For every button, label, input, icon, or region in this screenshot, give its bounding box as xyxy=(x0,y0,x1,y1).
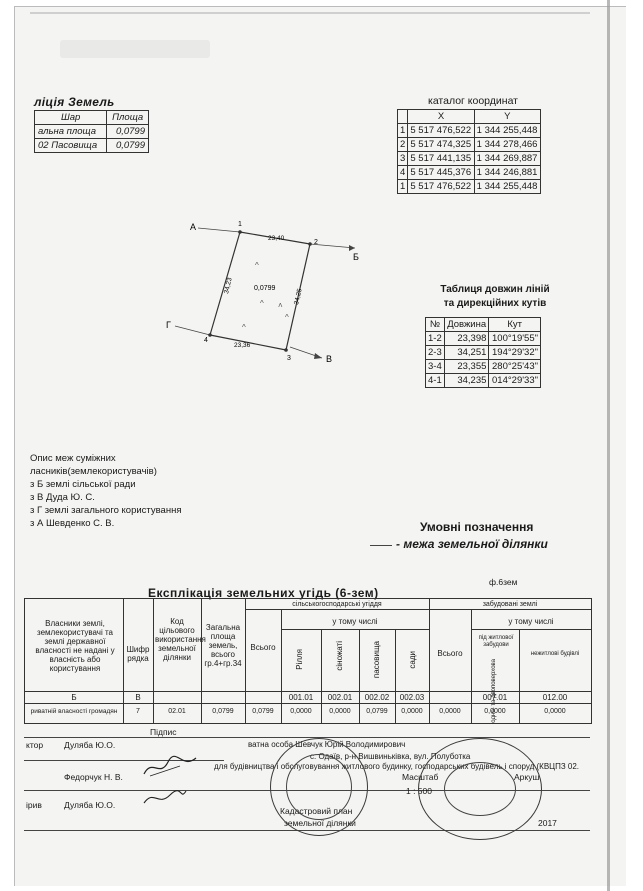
land-row-area: 0,0799 xyxy=(107,139,149,153)
side-length-label: 23,40 xyxy=(268,235,285,242)
group-agri-header: сільськогосподарські угіддя xyxy=(292,601,382,608)
table-row xyxy=(426,360,541,374)
point-label: 1 xyxy=(238,221,242,228)
row-pastures: 0,0799 xyxy=(366,708,388,715)
neighbors-line: Опис меж суміжних xyxy=(30,453,116,464)
grid-line xyxy=(281,629,429,630)
grid-line xyxy=(25,691,591,692)
grass-icon: ^ xyxy=(242,323,246,332)
neighbors-line: з Б землі сільської ради xyxy=(30,479,136,490)
scan-top-edge xyxy=(30,12,590,14)
land-table xyxy=(34,110,149,153)
col-kved-header: Код цільового використання земельної ділянки xyxy=(155,617,206,662)
land-row-layer: альна площа xyxy=(35,125,107,139)
neighbors-line: з Г землі загального користування xyxy=(30,505,182,516)
row-kved: 02.01 xyxy=(168,708,186,715)
lengths-angle: 280°25'43" xyxy=(489,360,541,374)
official-stamp xyxy=(270,738,368,836)
point-label: 4 xyxy=(204,337,208,344)
catalog-point: 1 xyxy=(398,180,408,194)
area-label: 0,0799 xyxy=(254,285,276,292)
col-public-header: нежитлові будівлі xyxy=(530,651,580,657)
neighbors-description xyxy=(30,452,181,530)
row-residential: 0,0000 xyxy=(484,708,506,715)
plan-label: Кадастровий план xyxy=(280,806,353,816)
grid-line xyxy=(245,609,591,610)
stamp-inner-ring xyxy=(286,754,352,820)
grid-line xyxy=(123,599,124,723)
col-code: 001.01 xyxy=(288,693,314,702)
point-label: 3 xyxy=(287,355,291,362)
neighbors-line: з А Шевденко С. В. xyxy=(30,518,115,529)
signer-name: Дуляба Ю.О. xyxy=(64,800,116,810)
lengths-segment: 4-1 xyxy=(426,374,445,388)
grid-line xyxy=(25,703,591,704)
grid-line xyxy=(471,609,472,723)
lengths-angle: 100°19'55" xyxy=(489,332,541,346)
grass-icon: ^ xyxy=(260,299,264,308)
land-purpose: для будівництва і обслуговування житлового будинку, господарських будівель і споруд (КВЦПЗ 02. xyxy=(214,762,580,771)
catalog-point: 1 xyxy=(398,124,408,138)
boundary-line-icon xyxy=(370,545,392,546)
col-cipher-header: Шифр рядка xyxy=(126,645,150,663)
col-code: 002.01 xyxy=(327,693,353,702)
catalog-x: 5 517 476,522 xyxy=(408,124,474,138)
stamp-inner-ring xyxy=(444,762,516,816)
catalog-y: 1 344 255,448 xyxy=(474,124,540,138)
lengths-angle: 194°29'32" xyxy=(489,346,541,360)
role-label: ктор xyxy=(26,740,44,750)
catalog-point: 3 xyxy=(398,152,408,166)
catalog-header xyxy=(398,110,408,124)
arrow-v-icon xyxy=(314,353,322,359)
side-length-label: 23,36 xyxy=(234,342,251,349)
table-row xyxy=(398,138,541,152)
catalog-x: 5 517 441,135 xyxy=(408,152,474,166)
land-row-area: 0,0799 xyxy=(107,125,149,139)
row-owner: риватній власності громадян xyxy=(30,708,118,715)
point-marker xyxy=(284,348,288,352)
point-label: 2 xyxy=(314,239,318,246)
row-built-total: 0,0000 xyxy=(439,708,461,715)
grid-line xyxy=(471,629,591,630)
col-code: 012.00 xyxy=(542,693,568,702)
catalog-y: 1 344 255,448 xyxy=(474,180,540,194)
catalog-y: 1 344 269,887 xyxy=(474,152,540,166)
direction-label: Б xyxy=(353,252,359,262)
direction-line-a xyxy=(198,228,240,232)
catalog-x: 5 517 445,376 xyxy=(408,166,474,180)
grid-line xyxy=(153,599,154,723)
table-row xyxy=(398,124,541,138)
row-hayfields: 0,0000 xyxy=(329,708,351,715)
catalog-x: 5 517 476,522 xyxy=(408,180,474,194)
client-address: с. Одаїв, р-н Вишвиньківка, вул. Полуботка xyxy=(310,752,471,761)
lengths-length: 34,251 xyxy=(444,346,488,360)
col-gardens-header: сади xyxy=(408,651,417,669)
lengths-length: 23,355 xyxy=(444,360,488,374)
col-total-header: Всього xyxy=(250,643,276,652)
scale-label: Масштаб xyxy=(402,772,439,782)
catalog-y: 1 344 246,881 xyxy=(474,166,540,180)
official-stamp xyxy=(418,738,542,840)
explication-title: Експлікація земельних угідь (6-зем) xyxy=(148,586,379,600)
scale-value: 1 : 500 xyxy=(406,786,432,796)
table-row xyxy=(426,332,541,346)
col-code: 002.03 xyxy=(399,693,425,702)
grass-icon: ^ xyxy=(285,313,289,322)
handwritten-signature xyxy=(140,752,200,782)
lengths-title xyxy=(430,283,560,311)
row-total-area: 0,0799 xyxy=(212,708,234,715)
grid-line xyxy=(429,599,430,723)
catalog-header-y: Y xyxy=(474,110,540,124)
direction-line-g xyxy=(175,326,210,335)
sub-including-header: у тому числі xyxy=(508,617,554,626)
catalog-y: 1 344 278,466 xyxy=(474,138,540,152)
legend-boundary: - межа земельної ділянки xyxy=(396,537,548,551)
col-built-total-header: Всього xyxy=(437,649,463,658)
point-marker xyxy=(208,333,212,337)
year-label: 2017 xyxy=(538,818,557,828)
grass-icon: ˄ xyxy=(278,301,283,310)
col-hayfields-header: сіножаті xyxy=(335,641,344,671)
signer-name: Дуляба Ю.О. xyxy=(64,740,116,750)
neighbors-line: ласників(землекористувачів) xyxy=(30,466,157,477)
scan-smudge xyxy=(60,40,210,58)
lengths-table xyxy=(425,317,541,388)
arrow-b-icon xyxy=(349,245,355,251)
row-arable: 0,0000 xyxy=(290,708,312,715)
sign-divider xyxy=(24,737,590,738)
side-length-label: 34,23 xyxy=(223,277,234,295)
land-table-title: ліція Земель xyxy=(34,95,115,109)
col-letter: Б xyxy=(71,693,77,702)
grid-line xyxy=(201,599,202,723)
catalog-point: 4 xyxy=(398,166,408,180)
group-built-header: забудовані землі xyxy=(482,601,538,608)
catalog-header-x: X xyxy=(408,110,474,124)
table-row xyxy=(398,180,541,194)
catalog-title: каталог координат xyxy=(428,95,518,107)
sign-label: Підпис xyxy=(150,727,177,737)
neighbors-line: з В Дуда Ю. С. xyxy=(30,492,95,503)
direction-label: В xyxy=(326,354,333,364)
lengths-title-line: та дирекційних кутів xyxy=(443,298,547,309)
lengths-header: Кут xyxy=(489,318,541,332)
grid-line xyxy=(245,599,246,723)
legend-title: Умовні позначення xyxy=(420,520,534,534)
lengths-segment: 3-4 xyxy=(426,360,445,374)
direction-label: А xyxy=(190,222,197,232)
row-other: 0,0000 xyxy=(544,708,566,715)
client-name: ватна особа Шевчук Юрій Володимирович xyxy=(248,740,406,749)
table-row xyxy=(398,152,541,166)
lengths-length: 23,398 xyxy=(444,332,488,346)
table-row xyxy=(426,346,541,360)
col-owner-header: Власники землі, землекористувачі та землі державної власності не надані у власність або користування xyxy=(35,619,115,673)
lengths-title-line: Таблиця довжин ліній xyxy=(440,284,550,295)
row-cipher: 7 xyxy=(136,708,140,715)
grass-icon: ^ xyxy=(255,261,259,270)
lengths-header: № xyxy=(426,318,445,332)
col-total-area-header: Загальна площа земель, всього гр.4+гр.34 xyxy=(204,623,242,668)
catalog-x: 5 517 474,325 xyxy=(408,138,474,152)
explication-table xyxy=(24,598,592,724)
form-code: ф.6зем xyxy=(489,577,518,587)
col-code: 002.02 xyxy=(364,693,390,702)
parcel-plan xyxy=(150,210,370,370)
lengths-header: Довжина xyxy=(444,318,488,332)
row-agri-total: 0,0799 xyxy=(252,708,274,715)
catalog-point: 2 xyxy=(398,138,408,152)
sub-including-header: у тому числі xyxy=(332,617,378,626)
lengths-length: 34,235 xyxy=(444,374,488,388)
handwritten-signature xyxy=(140,785,190,810)
land-header-layer: Шар xyxy=(35,111,107,125)
signer-name: Федорчук Н. В. xyxy=(64,772,123,782)
col-pastures-header: пасовища xyxy=(372,641,381,679)
col-arable-header: Рілля xyxy=(295,649,304,670)
role-label: ірив xyxy=(26,800,42,810)
lengths-segment: 2-3 xyxy=(426,346,445,360)
lengths-segment: 1-2 xyxy=(426,332,445,346)
scan-edge xyxy=(607,0,610,891)
point-marker xyxy=(308,242,312,246)
col-residential-sub-header: одно- та двоповерхова xyxy=(491,659,497,723)
plan-sub-label: земельної ділянки xyxy=(284,818,356,828)
table-row xyxy=(398,166,541,180)
col-code: 007.01 xyxy=(482,693,508,702)
land-header-area: Площа xyxy=(107,111,149,125)
point-marker xyxy=(238,230,242,234)
side-length-label: 34,25 xyxy=(293,288,304,306)
row-gardens: 0,0000 xyxy=(401,708,423,715)
col-residential-header: під житлової забудови xyxy=(478,635,514,648)
sheet-label: Аркуш xyxy=(514,772,540,782)
table-row xyxy=(426,374,541,388)
grid-line xyxy=(281,609,282,723)
col-letter: В xyxy=(135,693,141,702)
lengths-angle: 014°29'33" xyxy=(489,374,541,388)
catalog-table xyxy=(397,109,541,194)
direction-label: Г xyxy=(166,320,171,330)
land-row-layer: 02 Пасовища xyxy=(35,139,107,153)
